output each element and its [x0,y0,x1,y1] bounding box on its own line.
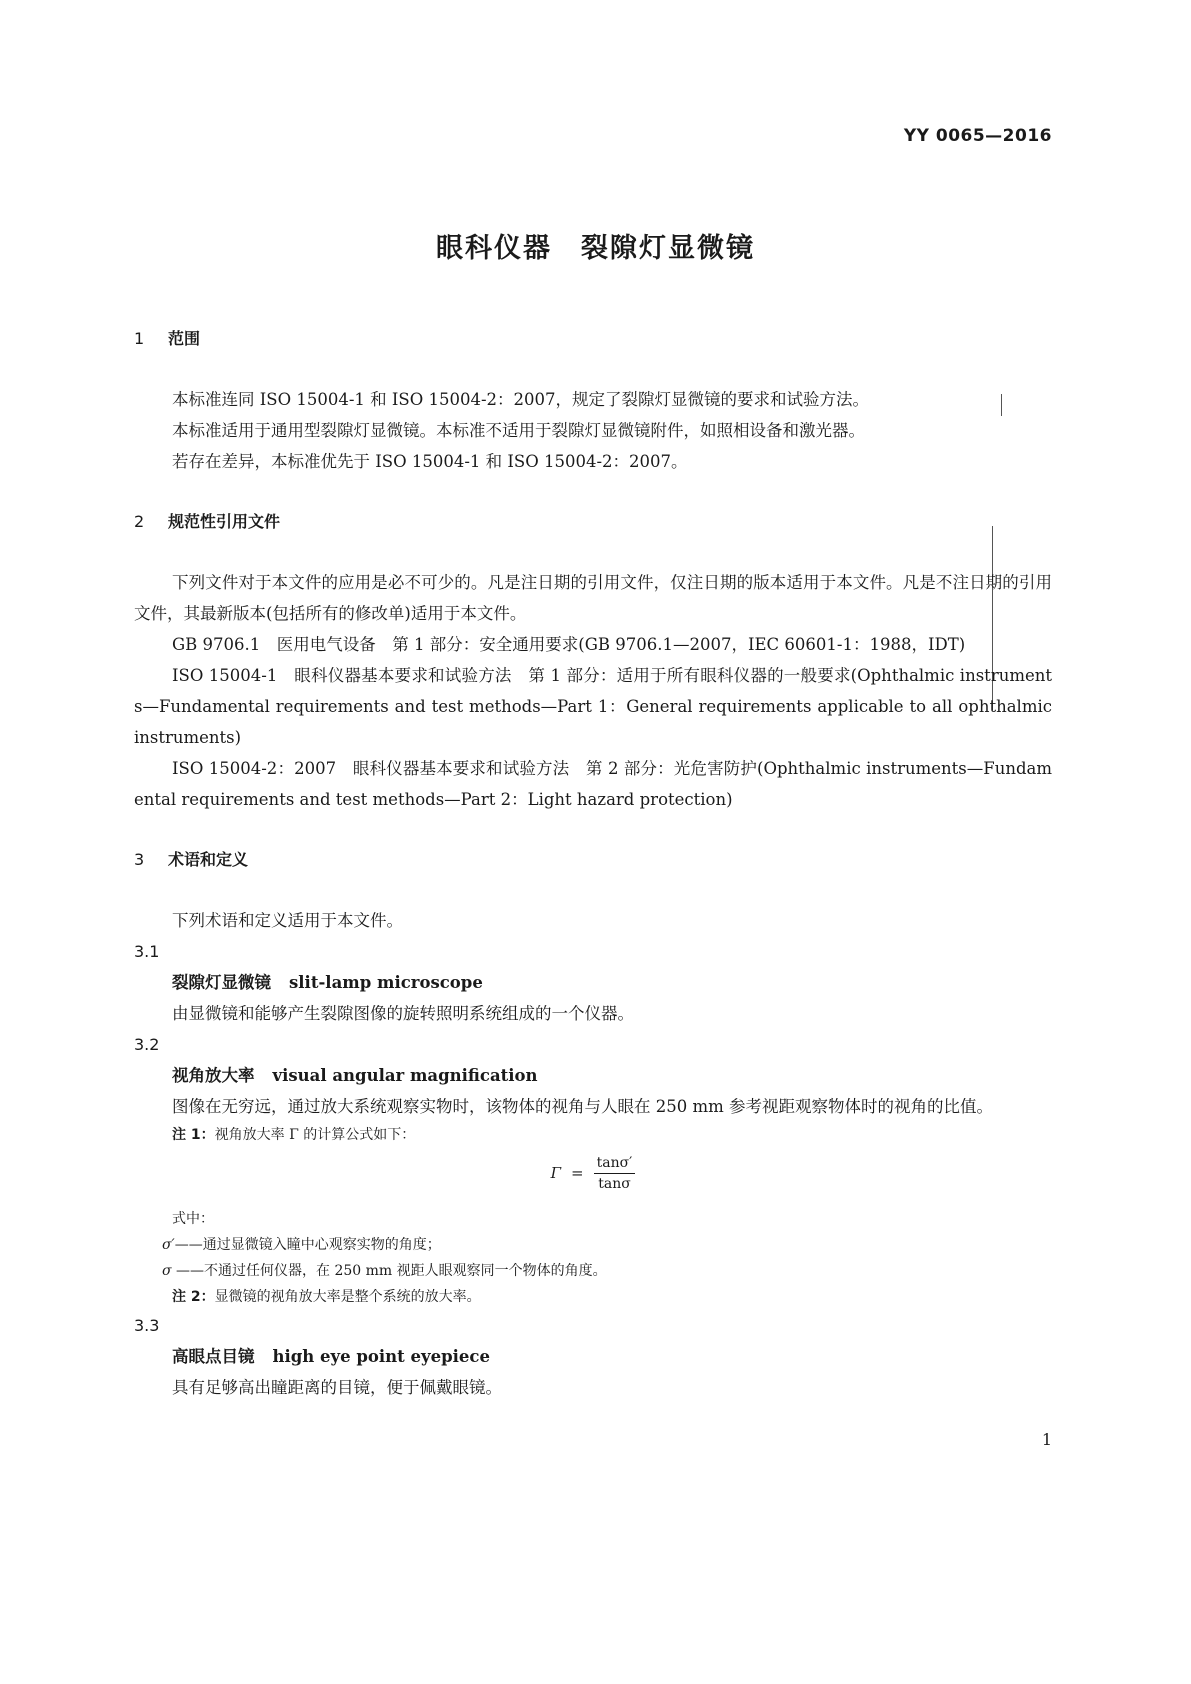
where-symbol: σ [162,1263,172,1279]
terms-intro: 下列术语和定义适用于本文件。 [172,911,403,930]
term-number: 3.1 [134,942,160,961]
term-en: high eye point eyepiece [272,1347,490,1366]
term-en: visual angular magnification [272,1066,538,1085]
where-text: ——不通过任何仪器，在 250 mm 视距人眼观察同一个物体的角度。 [171,1263,607,1279]
section-title: 术语和定义 [168,850,249,869]
where-text: ——通过显微镜入瞳中心观察实物的角度； [174,1237,441,1253]
note-text: 显微镜的视角放大率是整个系统的放大率。 [214,1289,481,1305]
section-number: 3 [134,850,145,869]
where-label: 式中： [172,1211,214,1227]
section-heading-normative-references [134,511,1052,533]
reference-entry: ISO 15004-1 眼科仪器基本要求和试验方法 第 1 部分：适用于所有眼科仪器的一般要求(Ophthalmic instruments—Fundamental requirements and test methods—Part 1：General requirements applicable to all ophthalmic instruments) [134,666,1052,747]
term-title [134,967,1052,998]
section-heading-terms [134,849,1052,871]
note-1 [134,1122,1052,1148]
term-zh: 视角放大率 [172,1066,255,1085]
where-item [134,1232,1052,1258]
section-title: 规范性引用文件 [168,512,281,531]
term-zh: 高眼点目镜 [172,1347,255,1366]
formula-numerator: tanσ′ [594,1155,636,1174]
scope-paragraph: 本标准连同 ISO 15004-1 和 ISO 15004-2：2007，规定了裂隙灯显微镜的要求和试验方法。 [172,390,870,409]
note-label: 注 1： [172,1127,215,1143]
note-2 [134,1284,1052,1310]
term-definition: 具有足够高出瞳距离的目镜，便于佩戴眼镜。 [172,1378,502,1397]
note-label: 注 2： [172,1289,215,1305]
document-title: 眼科仪器 裂隙灯显微镜 [436,233,755,264]
term-zh: 裂隙灯显微镜 [172,973,271,992]
section-title: 范围 [168,329,201,348]
where-symbol: σ′ [162,1237,175,1253]
section-number: 1 [134,329,145,348]
section-heading-scope [134,328,1052,350]
scope-paragraph: 本标准适用于通用型裂隙灯显微镜。本标准不适用于裂隙灯显微镜附件，如照相设备和激光器。 [172,421,865,440]
scope-paragraph: 若存在差异，本标准优先于 ISO 15004-1 和 ISO 15004-2：2007。 [172,452,688,471]
formula-lhs: Γ [550,1164,562,1182]
document-body [134,328,1052,1403]
formula-equals: = [571,1164,584,1182]
formula-denominator: tanσ [598,1175,631,1192]
reference-entry: GB 9706.1 医用电气设备 第 1 部分：安全通用要求(GB 9706.1—2007，IEC 60601-1：1988，IDT) [172,635,966,654]
term-number: 3.2 [134,1035,160,1054]
term-number: 3.3 [134,1316,160,1335]
reference-entry: ISO 15004-2：2007 眼科仪器基本要求和试验方法 第 2 部分：光危害防护(Ophthalmic instruments—Fundamental requirements and test methods—Part 2：Light hazard protection) [134,759,1052,809]
formula-fraction [594,1155,636,1192]
term-title [134,1341,1052,1372]
page-number: 1 [1041,1430,1052,1449]
term-title [134,1060,1052,1091]
term-definition: 图像在无穷远，通过放大系统观察实物时，该物体的视角与人眼在 250 mm 参考视距观察物体时的视角的比值。 [172,1097,994,1116]
references-intro: 下列文件对于本文件的应用是必不可少的。凡是注日期的引用文件，仅注日期的版本适用于本文件。凡是不注日期的引用文件，其最新版本(包括所有的修改单)适用于本文件。 [134,573,1052,623]
where-item [134,1258,1052,1284]
section-number: 2 [134,512,145,531]
term-en: slit-lamp microscope [289,973,483,992]
standard-number: YY 0065—2016 [903,126,1052,146]
note-text: 视角放大率 Γ 的计算公式如下： [214,1127,416,1143]
term-definition: 由显微镜和能够产生裂隙图像的旋转照明系统组成的一个仪器。 [172,1004,634,1023]
magnification-formula [134,1148,1052,1198]
